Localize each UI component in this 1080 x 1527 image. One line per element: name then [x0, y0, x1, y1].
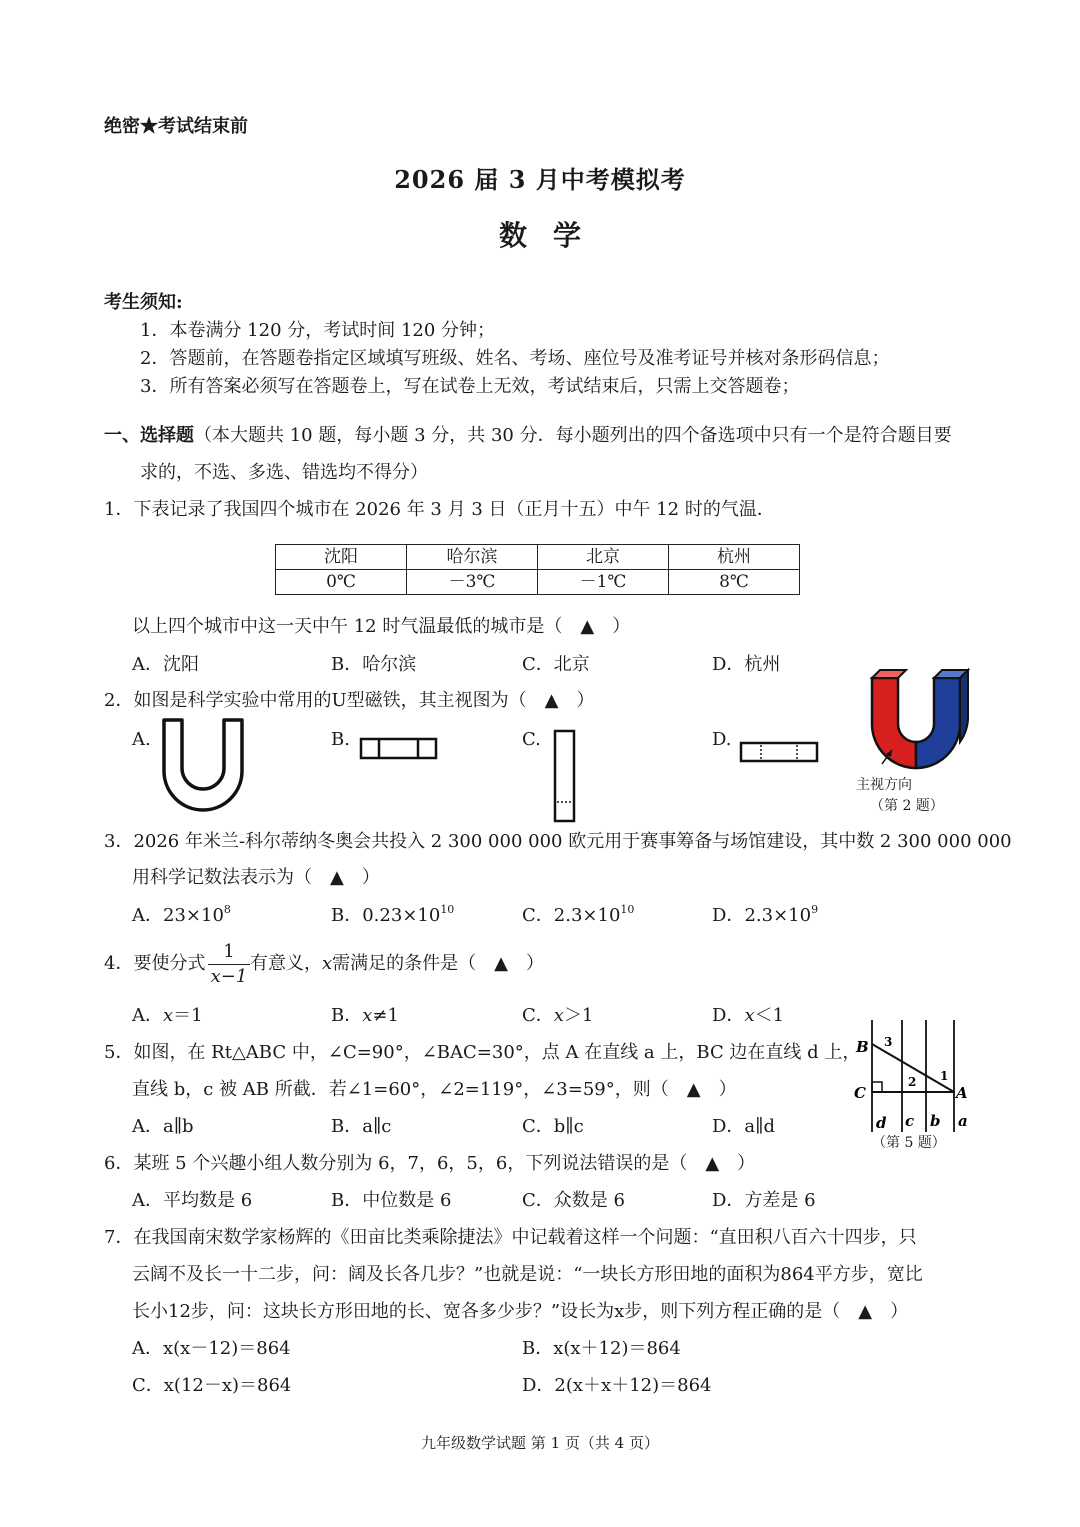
q1-stem: 1．下表记录了我国四个城市在 2026 年 3 月 3 日（正月十五）中午 12 时的气温．	[104, 499, 775, 520]
svg-text:d: d	[876, 1114, 887, 1132]
svg-text:A: A	[956, 1084, 968, 1102]
q5-figure-caption: （第 5 题）	[872, 1135, 946, 1151]
notice-item-1: 1．本卷满分 120 分，考试时间 120 分钟；	[140, 320, 496, 341]
q6-option-c: C．众数是 6	[522, 1190, 625, 1211]
q6-option-b: B．中位数是 6	[331, 1190, 452, 1211]
section-desc-2: 求的，不选、多选、错选均不得分）	[140, 462, 428, 483]
q5-option-c: C．b∥c	[522, 1116, 584, 1137]
q3-option-c: C．$2.3\times 10^{10}$	[522, 903, 635, 926]
q5-geometry-figure	[850, 1018, 980, 1136]
svg-text:c: c	[905, 1112, 915, 1130]
q4-fraction	[208, 941, 250, 988]
q5-option-d: D．a∥d	[712, 1116, 775, 1137]
q5-line-1: 5．如图，在 Rt△ABC 中，∠C=90°，∠BAC=30°，点 A 在直线 a 上，BC 边在直线 d 上，	[104, 1042, 861, 1063]
notice-item-3: 3．所有答案必须写在答题卷上，写在试卷上无效，考试结束后，只需上交答题卷；	[140, 376, 800, 397]
q2-stem: 2．如图是科学实验中常用的U型磁铁，其主视图为（ ▲ ）	[104, 690, 595, 711]
table-cell: 哈尔滨	[407, 545, 538, 570]
svg-text:a: a	[958, 1112, 968, 1130]
q4-option-b: B．x≠1	[331, 1005, 399, 1026]
q7-option-d: D．2(x＋x＋12)＝864	[522, 1375, 712, 1396]
q7-line-1: 7．在我国南宋数学家杨辉的《田亩比类乘除捷法》中记载着这样一个问题：“直田积八百六十四步，只	[104, 1227, 917, 1248]
q5-line-2: 直线 b，c 被 AB 所截．若∠1=60°，∠2=119°，∠3=59°，则（ ▲ ）	[132, 1079, 737, 1100]
q1-option-c: C．北京	[522, 654, 590, 675]
q3-stem-2: 用科学记数法表示为（ ▲ ）	[132, 867, 380, 888]
exam-title: 2026 届 3 月中考模拟考	[394, 165, 686, 194]
q7-option-a: A．x(x－12)＝864	[132, 1338, 291, 1359]
q6-option-a: A．平均数是 6	[132, 1190, 253, 1211]
temperature-table	[275, 544, 800, 595]
q7-line-2: 云阔不及长一十二步，问：阔及长各几步？”也就是说：“一块长方形田地的面积为864平方步，宽比	[132, 1264, 923, 1285]
table-cell: 北京	[538, 545, 669, 570]
fraction-numerator: 1	[223, 941, 235, 962]
u-magnet-figure	[862, 664, 970, 774]
q4-prefix: 4．要使分式	[104, 953, 206, 974]
q4-option-a: A．x＝1	[132, 1005, 203, 1026]
notice-item-2: 2．答题前，在答题卷指定区域填写班级、姓名、考场、座位号及准考证号并核对条形码信息；	[140, 348, 890, 369]
q2-option-b-figure	[359, 737, 439, 761]
svg-text:3: 3	[884, 1035, 893, 1049]
svg-text:b: b	[930, 1112, 941, 1130]
table-cell: 杭州	[669, 545, 800, 570]
q1-option-a: A．沈阳	[132, 654, 199, 675]
svg-text:1: 1	[940, 1069, 949, 1083]
section-heading	[104, 424, 952, 448]
q2-option-d-label: D.	[712, 729, 732, 750]
q6-option-d: D．方差是 6	[712, 1190, 816, 1211]
q2-option-d-figure	[739, 741, 819, 765]
q7-option-b: B．x(x＋12)＝864	[522, 1338, 681, 1359]
q3-option-b: B．$0.23\times 10^{10}$	[331, 903, 455, 926]
section-title: 一、选择题	[104, 425, 194, 446]
q2-option-a-figure	[160, 716, 246, 816]
q3-stem-1: 3．2026 年米兰-科尔蒂纳冬奥会共投入 2 300 000 000 欧元用于赛事筹备与场馆建设，其中数 2 300 000 000	[104, 831, 1012, 852]
svg-text:B: B	[856, 1038, 869, 1056]
svg-text:2: 2	[908, 1075, 917, 1089]
table-cell: 沈阳	[276, 545, 407, 570]
fraction-denominator: x−1	[210, 966, 248, 987]
section-desc: （本大题共 10 题，每小题 3 分，共 30 分．每小题列出的四个备选项中只有一个是符合题目要	[194, 425, 952, 446]
q7-option-c: C．x(12－x)＝864	[132, 1375, 292, 1396]
q3-option-d: D．$2.3\times 10^9$	[712, 903, 819, 926]
q2-option-b-label: B.	[331, 729, 350, 750]
q2-direction-caption: 主视方向	[856, 777, 912, 793]
q6-stem: 6．某班 5 个兴趣小组人数分别为 6，7，6，5，6，下列说法错误的是（ ▲ ）	[104, 1153, 756, 1174]
q4-option-d: D．x＜1	[712, 1005, 785, 1026]
table-cell: 0℃	[276, 570, 407, 595]
q3-option-a: A．$23\times 10^8$	[132, 903, 231, 926]
table-row	[276, 570, 800, 595]
table-cell: －3℃	[407, 570, 538, 595]
q1-option-b: B．哈尔滨	[331, 654, 417, 675]
q4-suffix: 有意义，x需满足的条件是（ ▲ ）	[250, 953, 544, 974]
page-footer: 九年级数学试题 第 1 页（共 4 页）	[421, 1434, 659, 1452]
q2-figure-caption: （第 2 题）	[870, 798, 944, 814]
q7-line-3: 长小12步，问：这块长方形田地的长、宽各多少步？”设长为x步，则下列方程正确的是（ ▲ ）	[132, 1301, 909, 1322]
q2-option-c-label: C.	[522, 729, 541, 750]
q5-option-b: B．a∥c	[331, 1116, 392, 1137]
q2-option-a-label: A.	[132, 729, 151, 750]
confidential-label: 绝密★考试结束前	[104, 116, 248, 137]
notice-heading: 考生须知:	[104, 292, 183, 313]
q4-option-c: C．x＞1	[522, 1005, 594, 1026]
table-cell: －1℃	[538, 570, 669, 595]
q1-option-d: D．杭州	[712, 654, 781, 675]
table-cell: 8℃	[669, 570, 800, 595]
q1-question: 以上四个城市中这一天中午 12 时气温最低的城市是（ ▲ ）	[132, 616, 631, 637]
subject-title: 数学	[498, 219, 607, 252]
table-row	[276, 545, 800, 570]
q5-option-a: A．a∥b	[132, 1116, 194, 1137]
q2-option-c-figure	[553, 729, 577, 824]
svg-text:C: C	[854, 1084, 866, 1102]
